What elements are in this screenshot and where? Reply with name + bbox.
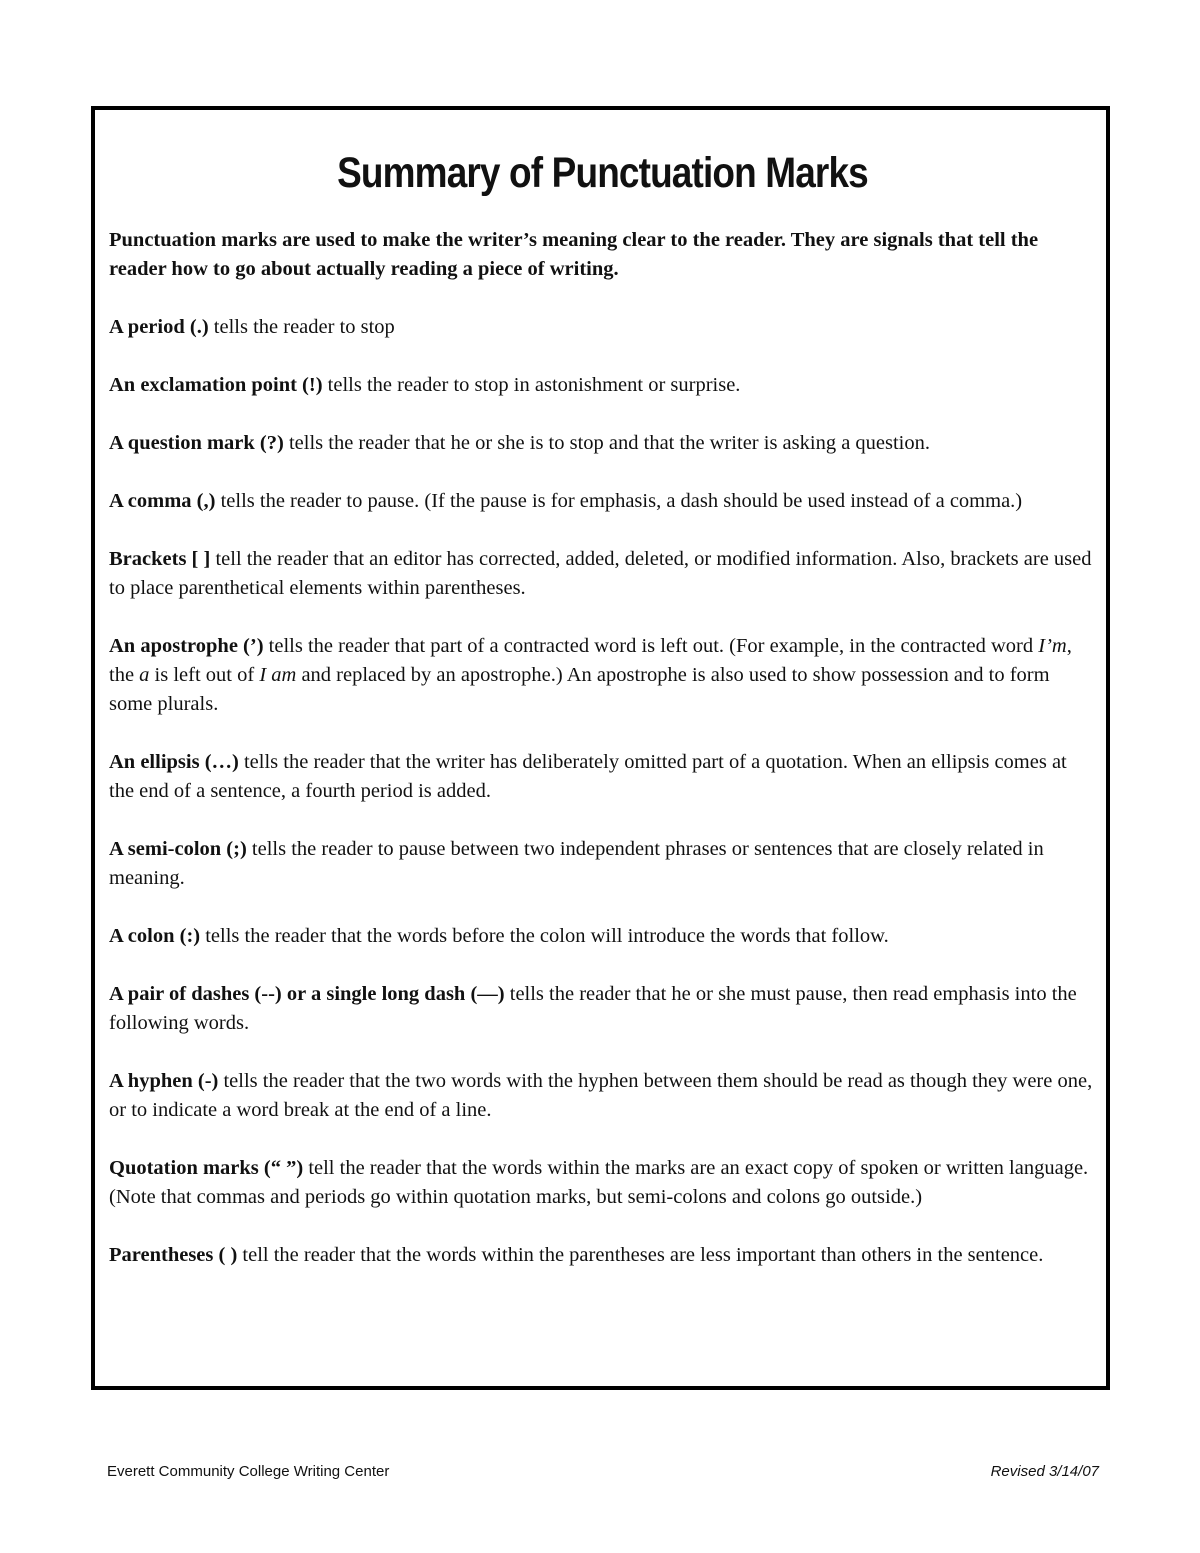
entry-exclamation-point <box>109 371 1096 400</box>
entry-hyphen <box>109 1067 1096 1125</box>
entry-term: A semi-colon (;) <box>109 838 247 860</box>
entry-term: A pair of dashes (--) or a single long dash (—) <box>109 983 505 1005</box>
entry-term: Quotation marks (“ ”) <box>109 1157 304 1179</box>
entry-term: An apostrophe (’) <box>109 635 264 657</box>
footer-organization: Everett Community College Writing Center <box>107 1463 390 1480</box>
entry-term: An exclamation point (!) <box>109 374 323 396</box>
entry-text: tells the reader to pause between two independent phrases or sentences that are closely related in meaning. <box>109 838 1044 889</box>
entry-term: Parentheses ( ) <box>109 1244 238 1266</box>
entry-text: tells the reader to pause. (If the pause is for emphasis, a dash should be used instead of a comma.) <box>215 490 1023 512</box>
entry-text: tell the reader that the words within the parentheses are less important than others in the sentence. <box>237 1244 1044 1266</box>
entry-semi-colon <box>109 835 1096 893</box>
entry-term: A hyphen (-) <box>109 1070 219 1092</box>
entry-text: and replaced by an apostrophe.) An apostrophe is also used to show possession and to form some plurals. <box>109 664 1050 715</box>
footer-revision-date: Revised 3/14/07 <box>990 1463 1099 1480</box>
entry-text: tell the reader that an editor has corrected, added, deleted, or modified information. Also, brackets are used to place parenthetical elements within parentheses. <box>109 548 1092 599</box>
entry-text: tells the reader that the words before the colon will introduce the words that follow. <box>200 925 889 947</box>
summary-content <box>109 110 1096 1270</box>
entry-term: Brackets [ ] <box>109 548 211 570</box>
entry-quotation-marks <box>109 1154 1096 1212</box>
entry-comma <box>109 487 1096 516</box>
entry-colon <box>109 922 1096 951</box>
entry-term: A question mark (?) <box>109 432 284 454</box>
entry-term: A comma (,) <box>109 490 216 512</box>
entry-period <box>109 313 1096 342</box>
entry-brackets <box>109 545 1096 603</box>
entry-question-mark <box>109 429 1096 458</box>
entry-text: tells the reader that the two words with the hyphen between them should be read as though they were one, or to indicate a word break at the end of a line. <box>109 1070 1093 1121</box>
entry-apostrophe <box>109 632 1096 719</box>
page-title: Summary of Punctuation Marks <box>337 149 868 197</box>
entry-text: tells the reader that he or she must pause, then read emphasis into the following words. <box>109 983 1077 1034</box>
entry-text: tells the reader to stop in astonishment or surprise. <box>322 374 741 396</box>
entry-text: is left out of <box>149 664 260 686</box>
entry-example-word: I am <box>259 664 297 686</box>
entry-ellipsis <box>109 748 1096 806</box>
entry-text: , the <box>109 635 1072 686</box>
entry-dashes <box>109 980 1096 1038</box>
entry-text: tells the reader that the writer has deliberately omitted part of a quotation. When an ellipsis comes at the end of a sentence, a fourth period is added. <box>109 751 1067 802</box>
entry-text: tells the reader that he or she is to stop and that the writer is asking a question. <box>283 432 931 454</box>
entry-term: A colon (:) <box>109 925 201 947</box>
entry-text: tells the reader to stop <box>208 316 395 338</box>
entry-text: tell the reader that the words within the marks are an exact copy of spoken or written language. (Note that commas and periods go within quotation marks, but semi-colons and colons go outside.) <box>109 1157 1089 1208</box>
entry-parentheses <box>109 1241 1096 1270</box>
entry-term: A period (.) <box>109 316 209 338</box>
intro-paragraph: Punctuation marks are used to make the writer’s meaning clear to the reader. They are signals that tell the reader how to go about actually reading a piece of writing. <box>109 229 1039 280</box>
entry-text: tells the reader that part of a contracted word is left out. (For example, in the contracted word <box>263 635 1039 657</box>
entry-term: An ellipsis (…) <box>109 751 239 773</box>
entry-example-word: I’m <box>1038 635 1067 657</box>
entry-example-word: a <box>139 664 150 686</box>
summary-box <box>91 106 1110 1390</box>
